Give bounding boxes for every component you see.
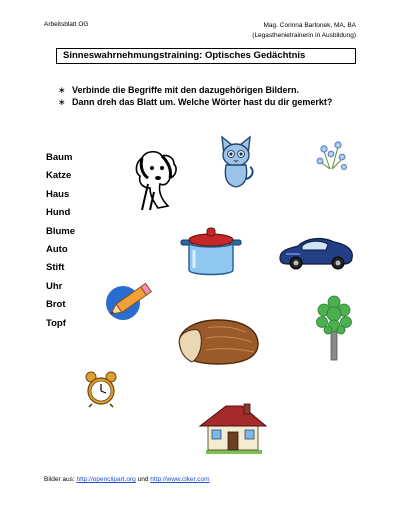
pot-image [178,224,244,280]
header-right [252,21,356,41]
word-item: Auto [46,243,68,255]
instruction-list [56,84,352,108]
word-item: Hund [46,207,71,219]
image-credits [44,476,210,483]
author-name: Mag. Corinna Bartonek, MA, BA [263,22,356,29]
flowers-image [314,137,350,173]
car-image [276,232,356,272]
bread-image [172,316,262,366]
word-item: Brot [46,299,66,311]
word-item: Uhr [46,280,63,292]
credits-prefix: Bilder aus: [44,476,77,483]
house-image [196,402,270,456]
cat-image [216,133,256,189]
header-left: Arbeitsblatt OG [44,21,89,28]
worksheet-title: Sinneswahrnehmungstraining: Optisches Gedächtnis [56,48,356,64]
word-item: Katze [46,170,72,182]
word-item: Blume [46,225,76,237]
pencil-image [103,279,159,323]
word-item: Topf [46,317,66,329]
alarm-clock-image [84,370,118,408]
word-item: Baum [46,152,73,163]
credits-middle: und [135,476,151,483]
word-item: Stift [46,262,65,274]
word-list [46,149,75,333]
word-item: Haus [46,188,70,200]
clker-link[interactable]: http://www.clker.com [150,476,210,483]
tree-image [314,294,354,362]
author-role: (Legasthenietrainerin in Ausbildung) [252,32,356,39]
instruction-1: ∗ Verbinde die Begriffe mit den dazugehörigen Bildern. [56,84,352,96]
dog-image [128,148,186,212]
instruction-2: ∗ Dann dreh das Blatt um. Welche Wörter hast du dir gemerkt? [56,96,352,108]
openclipart-link[interactable]: http://openclipart.org [76,476,136,483]
